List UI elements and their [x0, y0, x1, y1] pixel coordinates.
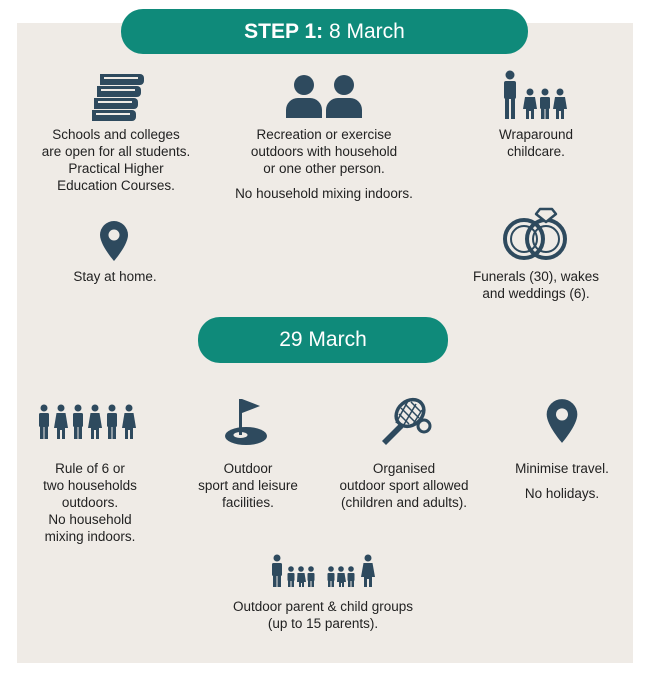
location-pin-icon: [99, 220, 129, 262]
outdoor-sport-caption: Outdoor sport and leisure facilities.: [198, 461, 298, 510]
golf-flag-icon: [224, 396, 272, 446]
rule-of-six-caption: Rule of 6 or two households outdoors. No household mixing indoors.: [43, 461, 137, 544]
family-icon: [500, 70, 572, 120]
recreation-caption: Recreation or exercise outdoors with household or one other person. No household mixing indoors.: [235, 127, 413, 201]
step2-banner: 29 March: [198, 317, 448, 363]
parent-child-caption: Outdoor parent & child groups (up to 15 parents).: [232, 599, 414, 631]
step1-banner: STEP 1: 8 March: [121, 9, 528, 54]
funerals-caption: Funerals (30), wakes and weddings (6).: [472, 269, 600, 301]
parent-child-groups-icon: [270, 554, 380, 588]
wedding-rings-icon: [500, 206, 572, 262]
stay-home-caption: Stay at home.: [73, 269, 157, 284]
organised-sport-caption: Organised outdoor sport allowed (children and adults).: [339, 461, 469, 510]
six-people-icon: [37, 404, 139, 440]
location-pin-icon: [545, 398, 579, 444]
two-people-icon: [284, 74, 364, 118]
minimise-travel-caption: Minimise travel. No holidays.: [515, 461, 609, 501]
books-icon: [88, 72, 144, 122]
childcare-caption: Wraparound childcare.: [498, 127, 574, 159]
tennis-racket-icon: [376, 396, 432, 446]
schools-caption: Schools and colleges are open for all students. Practical Higher Education Courses.: [41, 127, 191, 193]
